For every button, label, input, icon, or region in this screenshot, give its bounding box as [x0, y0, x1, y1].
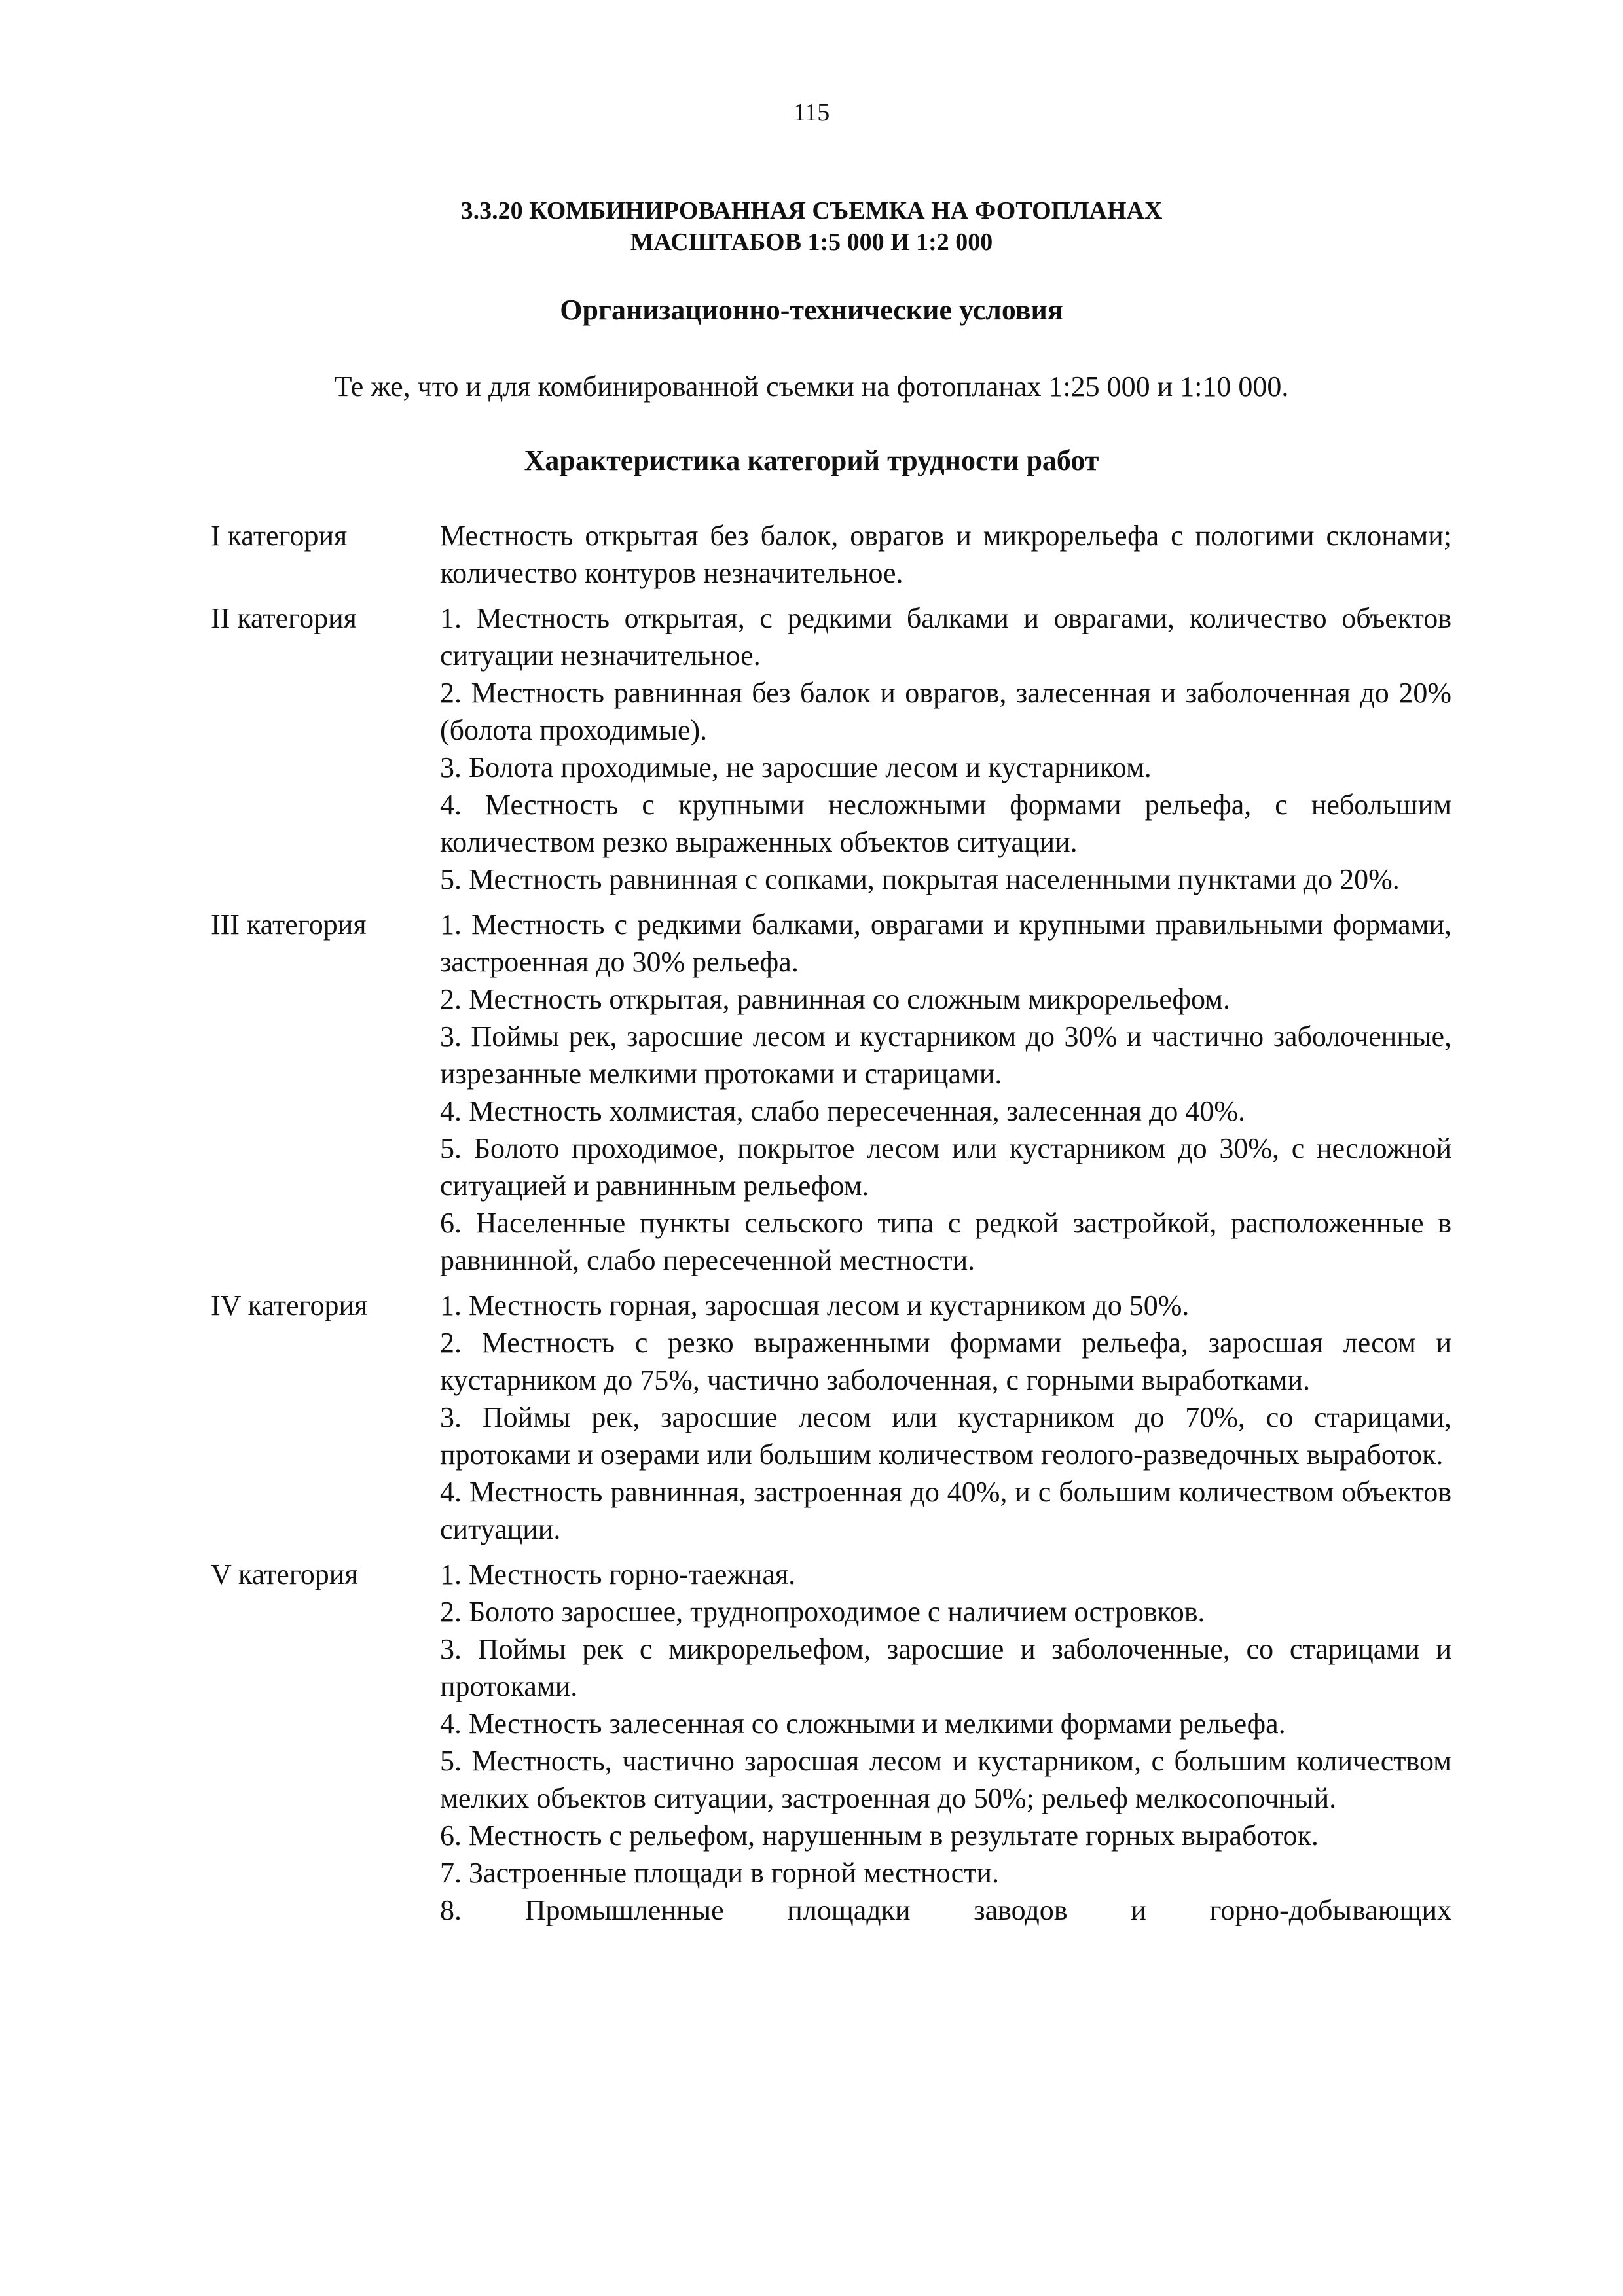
category-item: 7. Застроенные площади в горной местности. — [440, 1857, 999, 1889]
category-item: 5. Болото проходимое, покрытое лесом или кустарником до 30%, с несложной ситуацией и равнинным рельефом. — [440, 1132, 1451, 1202]
category-item: 3. Поймы рек с микрорельефом, заросшие и заболоченные, со старицами и протоками. — [440, 1633, 1451, 1702]
category-item: 6. Населенные пункты сельского типа с редкой застройкой, расположенные в равнинной, слабо пересеченной местности. — [440, 1207, 1451, 1276]
category-item: 3. Поймы рек, заросшие лесом и кустарником до 30% и частично заболоченные, изрезанные мелкими протоками и старицами. — [440, 1020, 1451, 1090]
category-description — [440, 1287, 1451, 1548]
category-description — [440, 517, 1451, 592]
category-item: 4. Местность равнинная, застроенная до 40%, и с большим количеством объектов ситуации. — [440, 1476, 1451, 1545]
category-item: 1. Местность с редкими балками, оврагами и крупными правильными формами, застроенная до 30% рельефа. — [440, 908, 1451, 978]
category-item: 4. Местность холмистая, слабо пересеченная, залесенная до 40%. — [440, 1095, 1246, 1127]
section-title-line-2: МАСШТАБОВ 1:5 000 И 1:2 000 — [630, 228, 993, 256]
category-description — [440, 1556, 1451, 1929]
category-item: 1. Местность открытая, с редкими балками и оврагами, количество объектов ситуации незначительное. — [440, 602, 1451, 672]
category-item: 2. Местность равнинная без балок и оврагов, залесенная и заболоченная до 20% (болота проходимые). — [440, 677, 1451, 746]
org-conditions-heading: Организационно-технические условия — [560, 294, 1063, 326]
category-row — [211, 1556, 1451, 1929]
category-item: 3. Болота проходимые, не заросшие лесом и кустарником. — [440, 751, 1152, 783]
category-item: 4. Местность с крупными несложными формами рельефа, с небольшим количеством резко выраженных объектов ситуации. — [440, 789, 1451, 858]
category-row — [211, 906, 1451, 1279]
category-item: Местность открытая без балок, оврагов и микрорельефа с пологими склонами; количество контуров незначительное. — [440, 520, 1451, 589]
category-item: 6. Местность с рельефом, нарушенным в результате горных выработок. — [440, 1820, 1319, 1852]
section-title — [0, 195, 1623, 258]
category-row — [211, 600, 1451, 898]
org-conditions-text: Те же, что и для комбинированной съемки на фотопланах 1:25 000 и 1:10 000. — [334, 370, 1289, 403]
category-row — [211, 1287, 1451, 1548]
category-item: 5. Местность, частично заросшая лесом и кустарником, с большим количеством мелких объектов ситуации, застроенная до 50%; рельеф мелкосопочный. — [440, 1745, 1451, 1814]
category-label: V категория — [211, 1558, 358, 1590]
category-item: 2. Болото заросшее, труднопроходимое с наличием островков. — [440, 1596, 1205, 1628]
characteristics-heading: Характеристика категорий трудности работ — [524, 444, 1099, 476]
category-item: 2. Местность открытая, равнинная со сложным микрорельефом. — [440, 983, 1230, 1015]
category-description — [440, 906, 1451, 1279]
category-row — [211, 517, 1451, 592]
category-item: 3. Поймы рек, заросшие лесом или кустарником до 70%, со старицами, протоками и озерами или большим количеством геолого-разведочных выработок. — [440, 1401, 1451, 1471]
category-item: 1. Местность горно-таежная. — [440, 1558, 796, 1590]
category-label: IV категория — [211, 1289, 368, 1321]
category-description — [440, 600, 1451, 898]
section-title-line-1: 3.3.20 КОМБИНИРОВАННАЯ СЪЕМКА НА ФОТОПЛАНАХ — [460, 197, 1163, 224]
category-item: 1. Местность горная, заросшая лесом и кустарником до 50%. — [440, 1289, 1190, 1321]
category-item: 2. Местность с резко выраженными формами рельефа, заросшая лесом и кустарником до 75%, частично заболоченная, с горными выработками. — [440, 1327, 1451, 1396]
category-label: I категория — [211, 520, 348, 552]
category-item: 8. Промышленные площадки заводов и горно-добывающих — [440, 1894, 1451, 1926]
category-item: 5. Местность равнинная с сопками, покрытая населенными пунктами до 20%. — [440, 863, 1400, 895]
page-number: 115 — [793, 99, 830, 126]
category-item: 4. Местность залесенная со сложными и мелкими формами рельефа. — [440, 1708, 1286, 1740]
category-list — [211, 517, 1451, 1937]
category-label: II категория — [211, 602, 357, 634]
category-label: III категория — [211, 908, 367, 941]
